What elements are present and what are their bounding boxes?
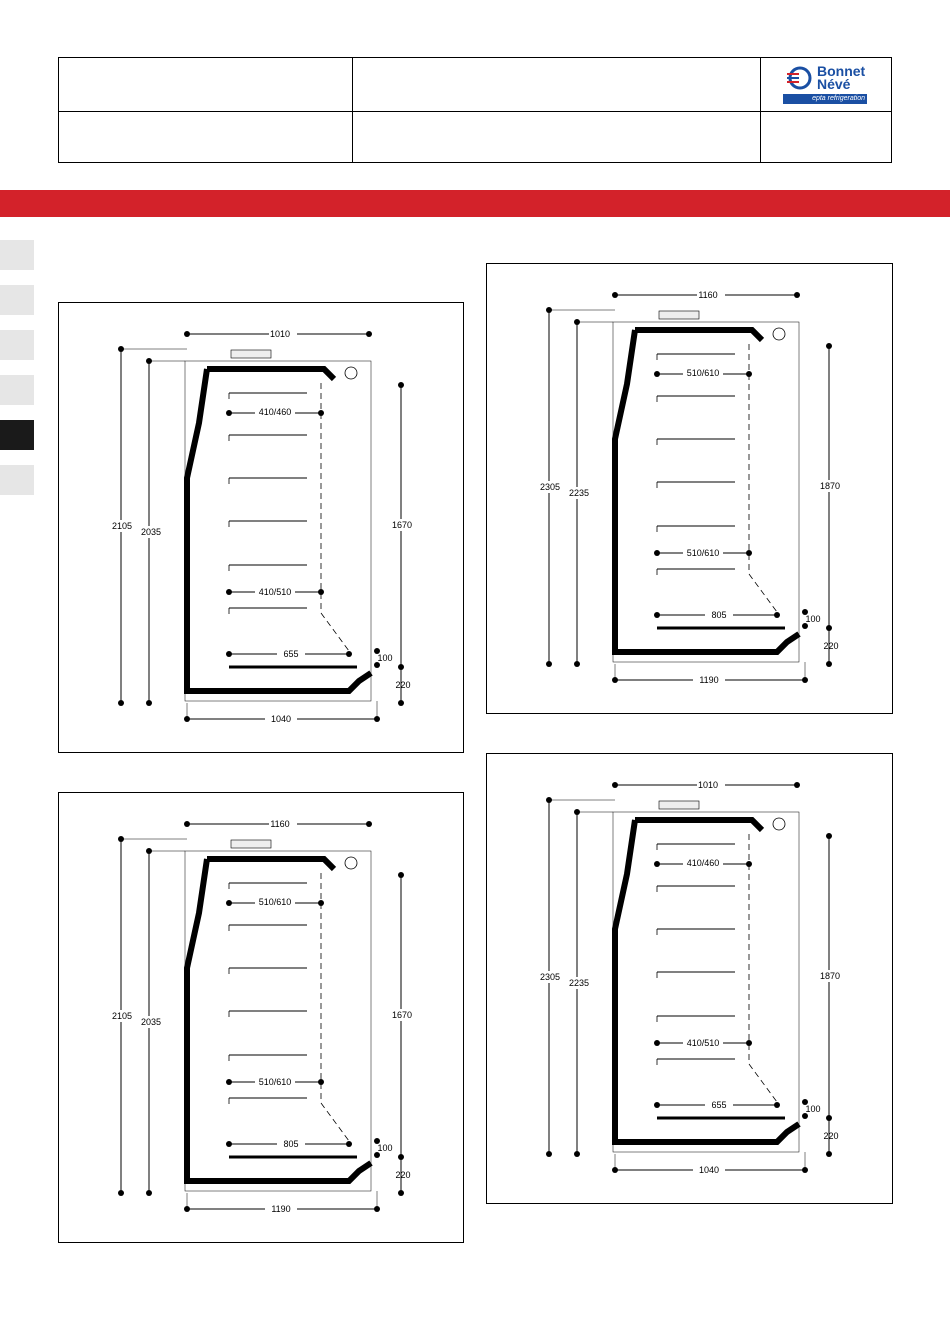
dimension-dot [654, 861, 660, 867]
header-cell-6 [761, 112, 891, 162]
dimension-label-bottom: 1040 [698, 1165, 720, 1175]
dimension-dot [746, 861, 752, 867]
air-curtain-line [321, 873, 349, 1141]
dimension-label-base-depth: 805 [283, 1139, 299, 1149]
dimension-label-inner-height: 2235 [568, 488, 590, 498]
dimension-label-total-height: 2305 [539, 482, 561, 492]
dimension-dot [612, 782, 618, 788]
dimension-dot [398, 382, 404, 388]
dimension-dot [654, 550, 660, 556]
drawing-frame-2 [486, 263, 893, 714]
dimension-label-base-height: 220 [395, 680, 411, 690]
dimension-dot [318, 1079, 324, 1085]
dimension-dot [826, 1151, 832, 1157]
cabinet-drawing-4 [487, 754, 894, 1205]
dimension-dot [346, 1141, 352, 1147]
dimension-dot [318, 410, 324, 416]
side-tab-4[interactable] [0, 375, 34, 405]
dimension-dot [746, 1040, 752, 1046]
dimension-label-base-height: 220 [823, 641, 839, 651]
dimension-label-total-height: 2105 [111, 1011, 133, 1021]
dimension-dot [794, 782, 800, 788]
dimension-label-opening: 1870 [819, 481, 841, 491]
dimension-dot [318, 589, 324, 595]
header-table [58, 57, 892, 163]
dimension-label-shelf-low: 510/610 [686, 548, 720, 558]
dimension-dot [654, 1040, 660, 1046]
dimension-label-top: 1010 [269, 329, 291, 339]
side-tab-3[interactable] [0, 330, 34, 360]
dimension-label-bottom: 1190 [271, 1204, 291, 1214]
dimension-label-step: 100 [805, 614, 821, 624]
side-tab-1[interactable] [0, 240, 34, 270]
dimension-dot [398, 700, 404, 706]
dimension-dot [826, 661, 832, 667]
top-unit [231, 840, 271, 848]
dimension-dot [226, 410, 232, 416]
header-cell-4 [59, 112, 353, 162]
dimension-label-opening: 1670 [391, 520, 413, 530]
drawing-frame-1 [58, 302, 464, 753]
dimension-dot [574, 661, 580, 667]
dimension-dot [146, 1190, 152, 1196]
logo-icon [785, 64, 815, 94]
dimension-dot [226, 651, 232, 657]
dimension-dot [746, 550, 752, 556]
dimension-dot [546, 661, 552, 667]
dimension-label-base-depth: 655 [711, 1100, 727, 1110]
top-unit [231, 350, 271, 358]
dimension-label-step: 100 [805, 1104, 821, 1114]
dimension-dot [226, 900, 232, 906]
section-band [0, 190, 950, 217]
dimension-label-shelf-low: 410/510 [686, 1038, 720, 1048]
top-unit [659, 311, 699, 319]
dimension-label-inner-height: 2235 [568, 978, 590, 988]
dimension-dot [184, 821, 190, 827]
dimension-label-top: 1160 [270, 819, 290, 829]
dimension-label-bottom: 1190 [699, 675, 719, 685]
dimension-dot [654, 371, 660, 377]
dimension-label-shelf-top: 510/610 [686, 368, 720, 378]
side-tab-6[interactable] [0, 465, 34, 495]
dimension-dot [774, 612, 780, 618]
dimension-dot [398, 1190, 404, 1196]
dimension-label-shelf-low: 510/610 [258, 1077, 292, 1087]
dimension-dot [366, 821, 372, 827]
top-unit [659, 801, 699, 809]
dimension-label-total-height: 2305 [539, 972, 561, 982]
dimension-label-shelf-top: 410/460 [258, 407, 292, 417]
dimension-label-top: 1160 [698, 290, 718, 300]
dimension-dot [346, 651, 352, 657]
drawing-frame-3 [58, 792, 464, 1243]
dimension-dot [146, 700, 152, 706]
dimension-label-shelf-top: 410/460 [686, 858, 720, 868]
dimension-dot [118, 1190, 124, 1196]
dimension-dot [746, 371, 752, 377]
dimension-dot [398, 872, 404, 878]
dimension-label-opening: 1670 [391, 1010, 413, 1020]
side-tab-5-active[interactable] [0, 420, 34, 450]
dimension-dot [118, 700, 124, 706]
header-cell-5 [353, 112, 761, 162]
header-cell-2 [353, 58, 761, 112]
cabinet-drawing-3 [59, 793, 465, 1244]
air-curtain-line [749, 834, 777, 1102]
dimension-dot [226, 1079, 232, 1085]
dimension-label-step: 100 [377, 1143, 393, 1153]
dimension-label-inner-height: 2035 [140, 1017, 162, 1027]
dimension-label-opening: 1870 [819, 971, 841, 981]
brand-name-line1: Bonnet [817, 63, 866, 79]
dimension-dot [226, 589, 232, 595]
dimension-dot [184, 331, 190, 337]
dimension-dot [826, 833, 832, 839]
dimension-label-base-depth: 805 [711, 610, 727, 620]
dimension-dot [226, 1141, 232, 1147]
cabinet-drawing-2 [487, 264, 894, 715]
dimension-label-total-height: 2105 [111, 521, 133, 531]
dimension-dot [774, 1102, 780, 1108]
dimension-label-inner-height: 2035 [140, 527, 162, 537]
dimension-dot [654, 1102, 660, 1108]
dimension-dot [366, 331, 372, 337]
header-cell-1 [59, 58, 353, 112]
side-tab-2[interactable] [0, 285, 34, 315]
fan-icon [345, 857, 357, 869]
dimension-label-base-height: 220 [823, 1131, 839, 1141]
fan-icon [773, 328, 785, 340]
dimension-label-step: 100 [377, 653, 393, 663]
cabinet-drawing-1 [59, 303, 465, 754]
dimension-dot [826, 343, 832, 349]
dimension-label-shelf-top: 510/610 [258, 897, 292, 907]
dimension-label-bottom: 1040 [270, 714, 292, 724]
fan-icon [773, 818, 785, 830]
dimension-dot [654, 612, 660, 618]
dimension-dot [612, 292, 618, 298]
brand-name-line2: Névé [817, 76, 851, 92]
fan-icon [345, 367, 357, 379]
dimension-label-base-height: 220 [395, 1170, 411, 1180]
dimension-dot [794, 292, 800, 298]
brand-tagline: epta refrigeration [783, 94, 867, 104]
drawing-frame-4 [486, 753, 893, 1204]
dimension-dot [318, 900, 324, 906]
air-curtain-line [321, 383, 349, 651]
air-curtain-line [749, 344, 777, 612]
brand-logo [783, 64, 869, 106]
dimension-dot [546, 1151, 552, 1157]
dimension-label-top: 1010 [697, 780, 719, 790]
dimension-label-shelf-low: 410/510 [258, 587, 292, 597]
dimension-dot [574, 1151, 580, 1157]
dimension-label-base-depth: 655 [283, 649, 299, 659]
